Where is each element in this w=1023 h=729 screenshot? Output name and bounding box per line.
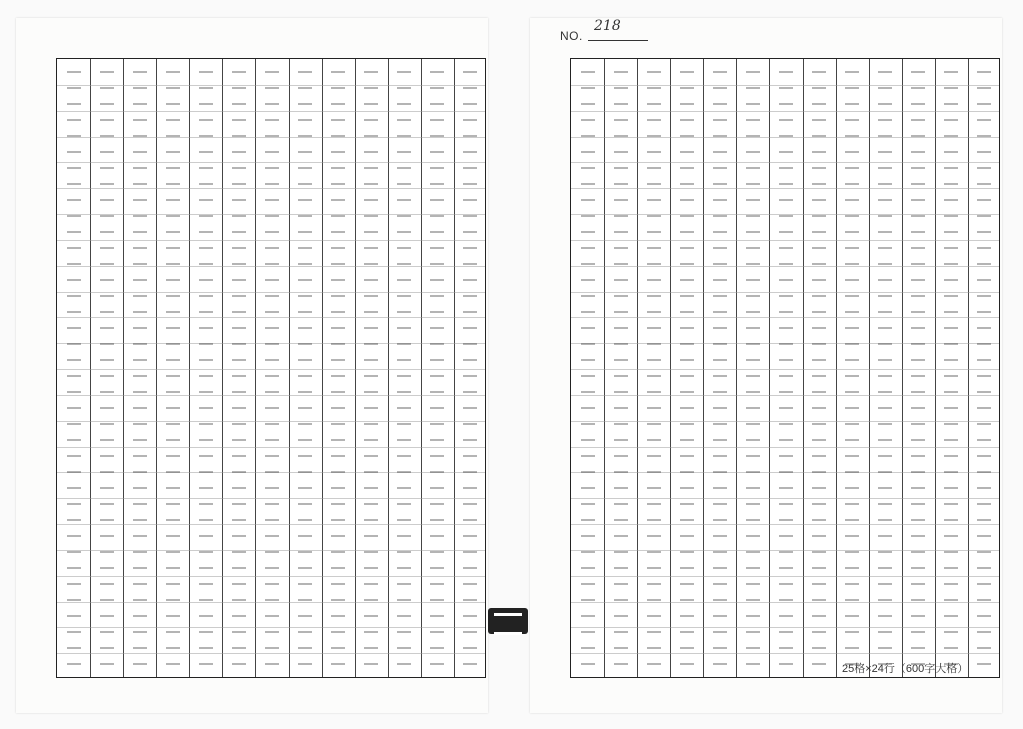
left-handwriting-column [364,65,378,671]
publisher-logo [484,608,532,656]
left-column-rule [289,59,290,677]
page-number: 218 [594,18,621,34]
right-handwriting-column [977,65,991,671]
left-column-rule [222,59,223,677]
right-handwriting-column [680,65,694,671]
right-handwriting-column [614,65,628,671]
left-handwriting-column [232,65,246,671]
left-handwriting-column [166,65,180,671]
right-handwriting-column [845,65,859,671]
right-handwriting-column [911,65,925,671]
left-page [16,18,488,713]
left-handwriting-column [265,65,279,671]
right-column-rule [836,59,837,677]
left-handwriting-column [463,65,477,671]
page-number-label: NO. [560,29,583,43]
left-column-rule [90,59,91,677]
right-handwriting-column [812,65,826,671]
left-column-rule [454,59,455,677]
right-column-rule [869,59,870,677]
right-grid [570,58,1000,678]
left-handwriting-column [67,65,81,671]
grid-spec-label: 25格×24行（600字大格） [842,663,969,675]
right-handwriting-column [713,65,727,671]
left-handwriting-column [100,65,114,671]
right-handwriting-column [581,65,595,671]
left-handwriting-column [397,65,411,671]
left-column-rule [189,59,190,677]
right-handwriting-column [779,65,793,671]
left-handwriting-column [331,65,345,671]
right-handwriting-column [647,65,661,671]
right-column-rule [637,59,638,677]
right-page [530,18,1002,713]
page-number-underline [588,40,648,41]
right-column-rule [968,59,969,677]
left-column-rule [123,59,124,677]
left-column-rule [255,59,256,677]
left-column-rule [421,59,422,677]
right-column-rule [670,59,671,677]
left-column-rule [388,59,389,677]
right-column-rule [769,59,770,677]
right-handwriting-column [878,65,892,671]
logo-mark-icon [488,608,528,634]
left-column-rule [322,59,323,677]
left-column-rule [355,59,356,677]
right-column-rule [703,59,704,677]
left-column-rule [156,59,157,677]
right-column-rule [736,59,737,677]
left-handwriting-column [298,65,312,671]
left-handwriting-column [133,65,147,671]
left-grid [56,58,486,678]
right-handwriting-column [944,65,958,671]
left-handwriting-column [199,65,213,671]
left-handwriting-column [430,65,444,671]
right-column-rule [935,59,936,677]
right-column-rule [803,59,804,677]
right-column-rule [902,59,903,677]
right-handwriting-column [746,65,760,671]
right-column-rule [604,59,605,677]
